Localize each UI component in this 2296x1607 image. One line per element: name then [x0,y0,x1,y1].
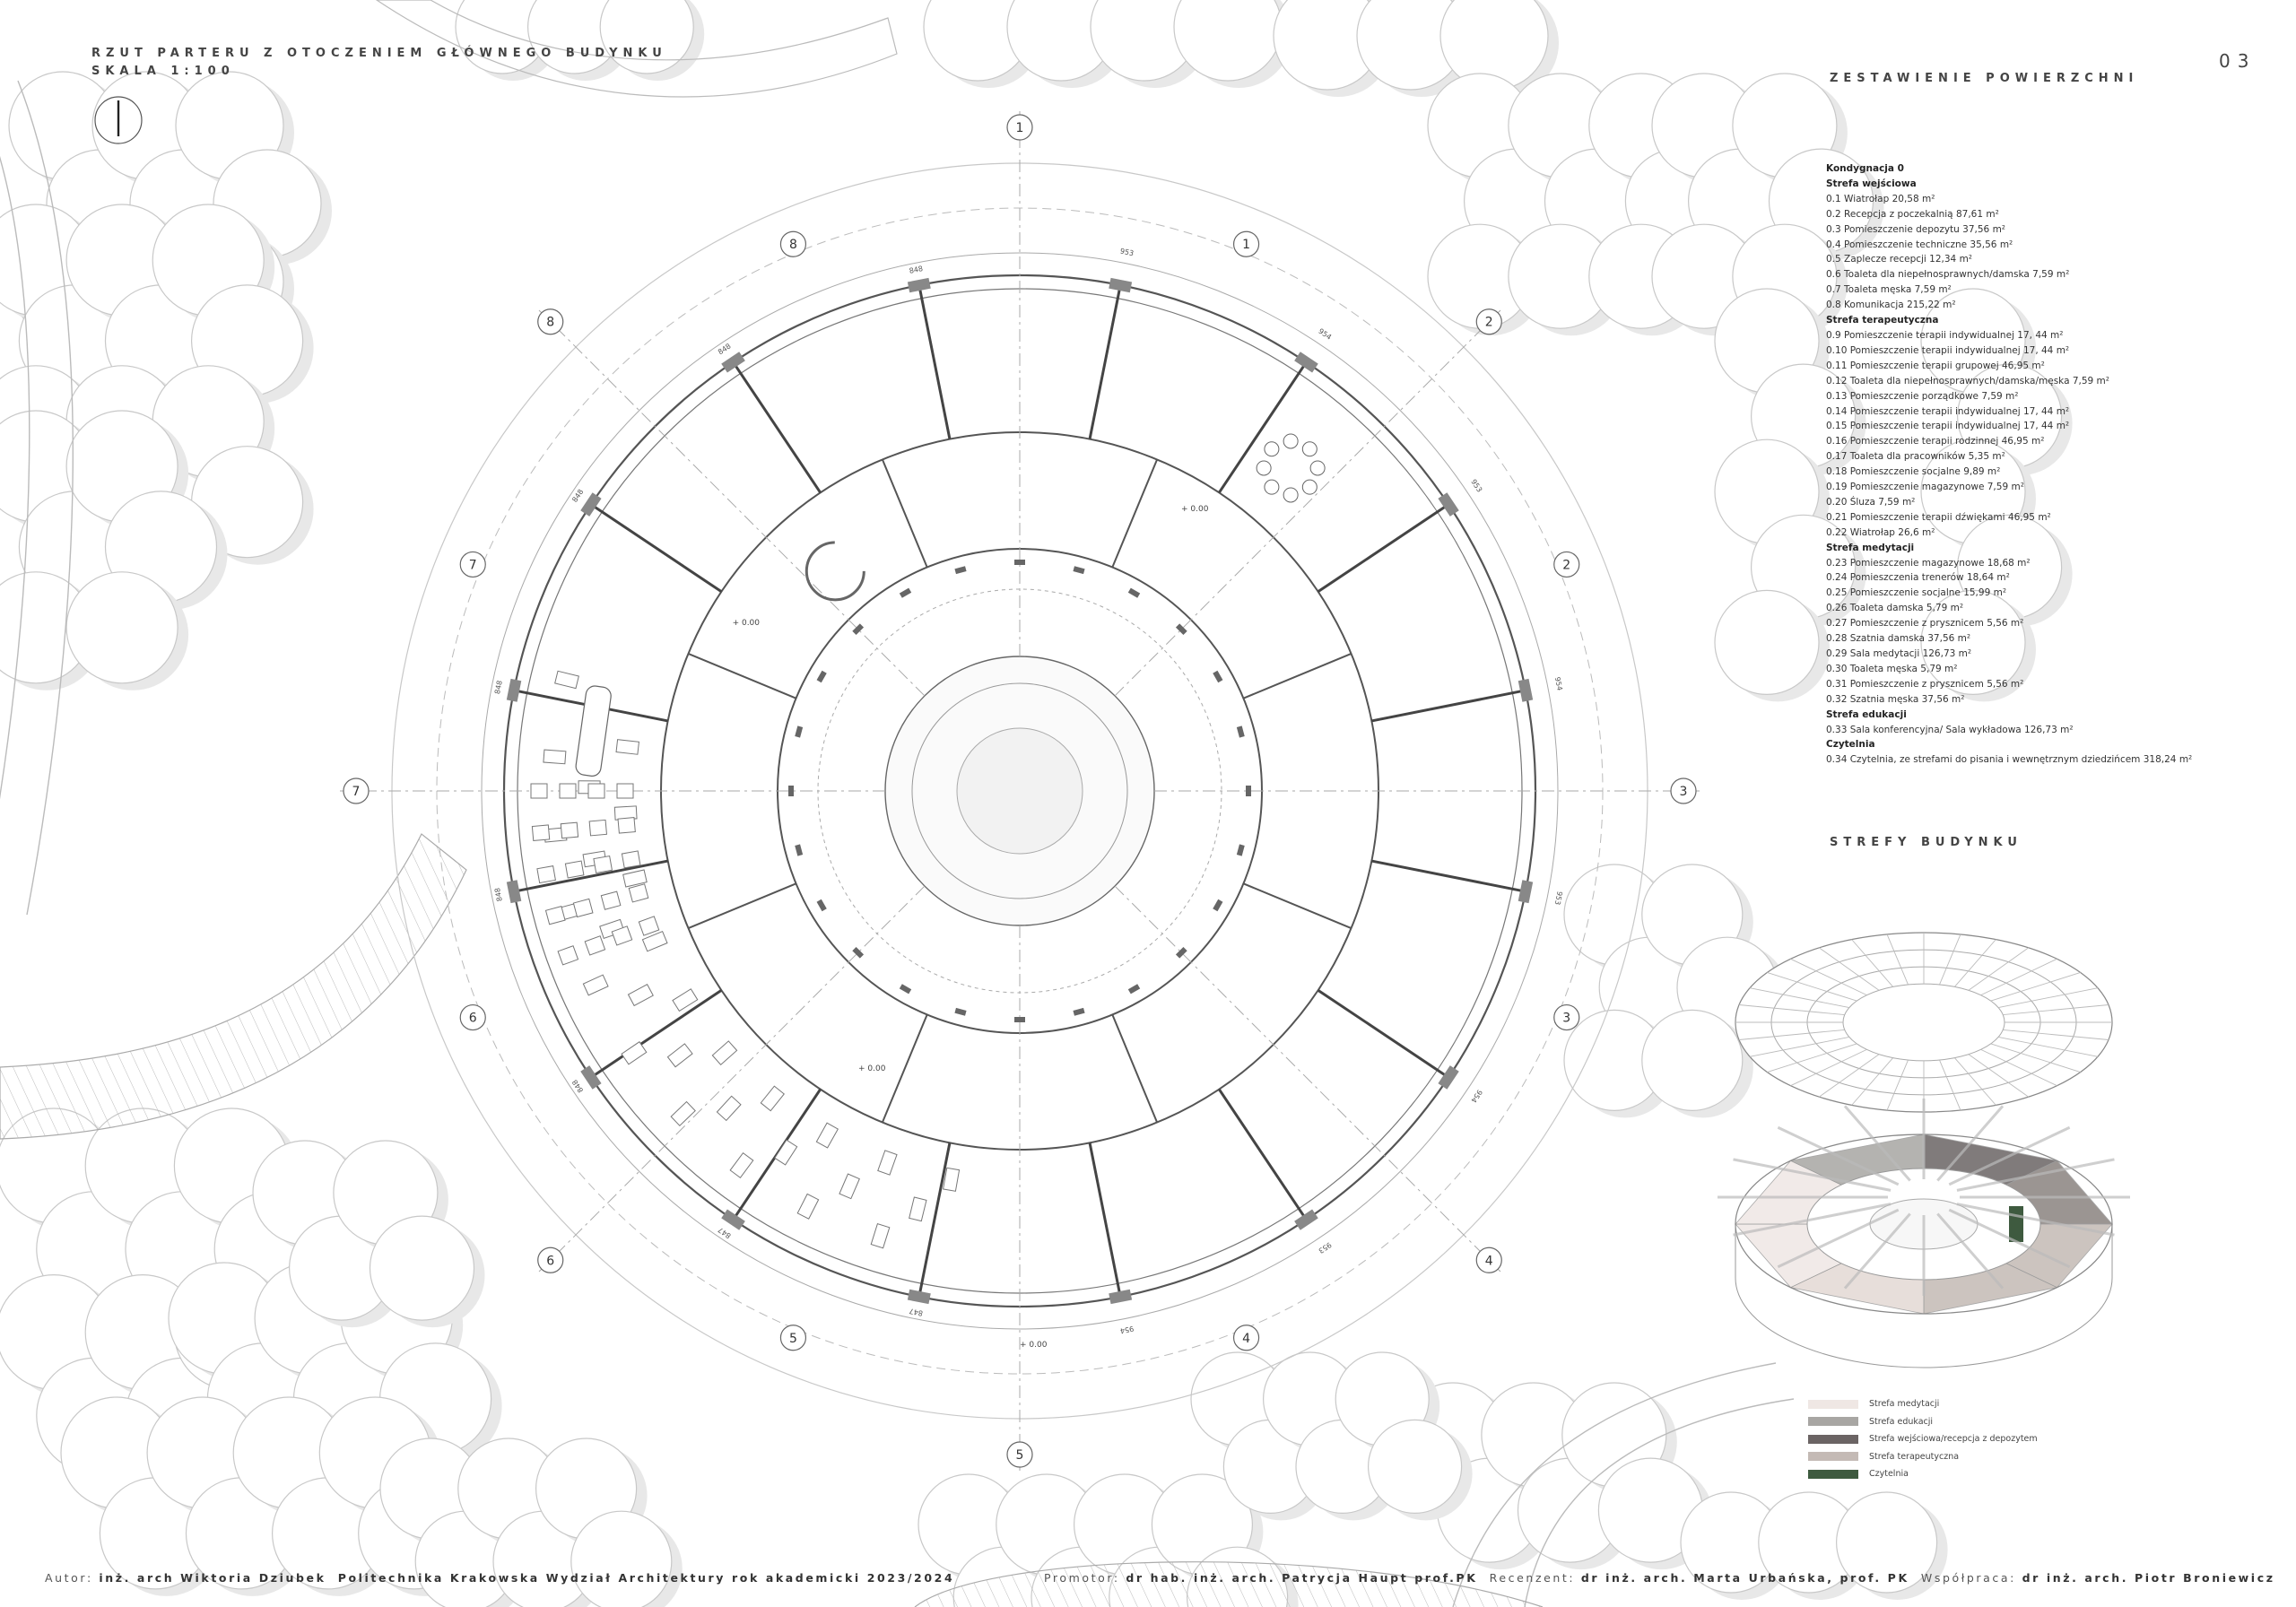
footer-credits [1044,1571,2275,1585]
group-chair [1283,488,1298,502]
axis-label: 3 [1562,1011,1571,1026]
area-item: 0.34 Czytelnia, ze strefami do pisania i wewnętrznym dziedzińcem 318,24 m² [1826,754,2193,766]
dimension-label: 848 [909,264,924,275]
dimension-label: 847 [909,1307,924,1318]
dimension-label: 953 [1552,890,1564,906]
lecture-chair [561,822,578,838]
tree [571,1511,672,1607]
dimension-label: 954 [1552,676,1564,691]
reading-room-pier [1014,560,1025,565]
tree [1642,1010,1743,1110]
axis-label: 1 [1242,238,1251,253]
reviewer-name: dr inż. arch. Marta Urbańska, prof. PK [1580,1571,1909,1585]
area-group-heading: Strefa edukacji [1826,708,1907,720]
area-item: 0.22 Wiatrołap 26,6 m² [1826,526,1935,538]
area-item: 0.29 Sala medytacji 126,73 m² [1826,648,1972,659]
axis-label: 3 [1679,785,1688,799]
area-item: 0.28 Szatnia damska 37,56 m² [1826,633,1971,645]
area-group-heading: Strefa medytacji [1826,542,1915,553]
author-label: Autor: [45,1571,93,1585]
promotor-label: Promotor: [1044,1571,1120,1585]
area-item: 0.4 Pomieszczenie techniczne 35,56 m² [1826,239,2013,250]
area-item: 0.5 Zaplecze recepcji 12,34 m² [1826,254,1973,265]
legend-item [1808,1430,2038,1448]
tree [370,1216,474,1320]
axis-label: 8 [788,238,797,253]
dimension-label: 953 [1469,477,1484,494]
dimension-label: 848 [570,487,586,504]
area-item: 0.14 Pomieszczenie terapii indywidualnej 17, 44 m² [1826,405,2070,417]
area-summary-list [1826,161,2274,768]
area-group-heading: Strefa wejściowa [1826,178,1917,189]
level-mark: + 0.00 [858,1064,886,1073]
group-chair [1265,442,1279,456]
area-item: 0.18 Pomieszczenie socjalne 9,89 m² [1826,466,2001,478]
lecture-chair [565,861,584,878]
dimension-label: 953 [1317,1240,1334,1255]
lecture-chair [617,784,633,798]
axis-label: 6 [468,1011,477,1026]
drawing-scale: SKALA 1:100 [91,65,235,78]
building-zones-axonometric [1718,933,2130,1368]
area-item: 0.19 Pomieszczenie magazynowe 7,59 m² [1826,482,2024,493]
courtyard-tree [957,728,1083,854]
axis-label: 1 [1015,121,1024,135]
axis-label: 8 [546,315,555,330]
dimension-label: 954 [1119,1324,1135,1335]
group-chair [1265,480,1279,494]
dimension-label: 953 [1119,247,1135,258]
area-item: 0.11 Pomieszczenie terapii grupowej 46,95 m² [1826,360,2045,371]
area-item: 0.24 Pomieszczenia trenerów 18,64 m² [1826,572,2010,584]
area-item: 0.33 Sala konferencyjna/ Sala wykładowa 126,73 m² [1826,724,2074,735]
dimension-label: 847 [716,1225,733,1240]
lecture-chair [532,825,549,841]
area-item: 0.31 Pomieszczenie z prysznicem 5,56 m² [1826,678,2024,690]
legend-label: Strefa medytacji [1869,1399,1940,1410]
legend-item [1808,1413,2038,1431]
axis-label: 5 [788,1331,797,1346]
reviewer-label: Recenzent: [1489,1571,1576,1585]
lecture-chair [560,784,576,798]
area-group-heading: Czytelnia [1826,739,1875,751]
axis-label: 2 [1484,315,1493,330]
area-item: 0.7 Toaleta męska 7,59 m² [1826,284,1952,296]
level-mark: + 0.00 [732,619,761,628]
area-group-heading: Kondygnacja 0 [1826,163,1904,174]
axis-label: 4 [1484,1254,1493,1269]
area-item: 0.1 Wiatrołap 20,58 m² [1826,193,1935,204]
area-summary-title: ZESTAWIENIE POWIERZCHNI [1830,72,2139,85]
area-item: 0.15 Pomieszczenie terapii indywidualnej 17, 44 m² [1826,421,2070,432]
legend-label: Strefa wejściowa/recepcja z depozytem [1869,1434,2038,1445]
legend-swatch [1808,1417,1858,1426]
reading-room-pier [1246,786,1251,796]
area-group-heading: Strefa terapeutyczna [1826,315,1939,326]
lecture-chair [589,820,606,836]
area-item: 0.8 Komunikacja 215,22 m² [1826,300,1956,311]
tree [1369,1420,1462,1513]
zones-legend [1808,1395,2038,1483]
legend-label: Czytelnia [1869,1469,1909,1480]
meditation-mat [544,750,566,764]
author-name: inż. arch Wiktoria Dziubek [99,1571,326,1585]
reading-room-pier [788,786,794,796]
page-number: 03 [2219,50,2257,72]
tree [66,572,178,683]
area-item: 0.32 Szatnia męska 37,56 m² [1826,693,1965,705]
group-chair [1257,461,1271,475]
dimension-label: 954 [1317,326,1334,342]
dimension-label: 848 [716,342,733,357]
legend-item [1808,1465,2038,1483]
meditation-mat [616,740,639,755]
area-item: 0.27 Pomieszczenie z prysznicem 5,56 m² [1826,618,2024,630]
school-name: Politechnika Krakowska Wydział Architektury rok akademicki 2023/2024 [337,1571,955,1585]
area-item: 0.12 Toaleta dla niepełnosprawnych/damska/męska 7,59 m² [1826,375,2109,387]
area-item: 0.2 Recepcja z poczekalnią 87,61 m² [1826,208,1999,220]
axis-label: 7 [352,785,361,799]
dimension-label: 848 [570,1078,586,1095]
legend-swatch [1808,1435,1858,1444]
cooperation-name: dr inż. arch. Piotr Broniewicz [2022,1571,2275,1585]
group-chair [1310,461,1325,475]
area-item: 0.23 Pomieszczenie magazynowe 18,68 m² [1826,557,2031,569]
lecture-chair [537,866,556,883]
level-mark: + 0.00 [1181,505,1209,515]
area-item: 0.6 Toaleta dla niepełnosprawnych/damska 7,59 m² [1826,269,2070,281]
area-item: 0.17 Toaleta dla pracowników 5,35 m² [1826,451,2005,463]
axis-label: 5 [1015,1448,1024,1463]
legend-item [1808,1448,2038,1466]
reading-room-pier [1014,1017,1025,1022]
group-chair [1302,480,1317,494]
axis-label: 4 [1242,1331,1251,1346]
dimension-label: 848 [492,887,504,902]
area-item: 0.16 Pomieszczenie terapii rodzinnej 46,95 m² [1826,436,2045,447]
cooperation-label: Współpraca: [1920,1571,2016,1585]
area-item: 0.20 Śluza 7,59 m² [1826,496,1916,508]
area-item: 0.9 Pomieszczenie terapii indywidualnej 17, 44 m² [1826,329,2064,341]
legend-swatch [1808,1470,1858,1479]
legend-label: Strefa edukacji [1869,1416,1934,1427]
area-item: 0.3 Pomieszczenie depozytu 37,56 m² [1826,223,2006,235]
lecture-chair [531,784,547,798]
axis-label: 2 [1562,558,1571,573]
axis-label: 7 [468,558,477,573]
lecture-chair [622,851,640,868]
reading-room-accent [2009,1206,2023,1242]
drawing-title: RZUT PARTERU Z OTOCZENIEM GŁÓWNEGO BUDYNKU [91,47,667,60]
tree [1715,590,1819,694]
level-mark: + 0.00 [1020,1341,1048,1350]
lecture-chair [588,784,604,798]
area-item: 0.21 Pomieszczenie terapii dźwiękami 46,95 m² [1826,511,2051,523]
zones-title: STREFY BUDYNKU [1830,836,2022,849]
dimension-label: 848 [492,680,504,695]
group-chair [1283,434,1298,448]
area-item: 0.25 Pomieszczenie socjalne 15,99 m² [1826,587,2007,599]
footer-author [45,1571,954,1585]
lecture-chair [594,856,613,873]
axis-label: 6 [546,1254,555,1269]
legend-swatch [1808,1452,1858,1461]
promotor-name: dr hab. inż. arch. Patrycja Haupt prof.PK [1126,1571,1478,1585]
legend-swatch [1808,1400,1858,1409]
area-item: 0.10 Pomieszczenie terapii indywidualnej 17, 44 m² [1826,344,2070,356]
dimension-label: 954 [1469,1088,1484,1105]
group-chair [1302,442,1317,456]
area-item: 0.26 Toaleta damska 5,79 m² [1826,603,1964,614]
legend-label: Strefa terapeutyczna [1869,1451,1960,1462]
lecture-chair [618,818,635,834]
legend-item [1808,1395,2038,1413]
area-item: 0.30 Toaleta męska 5,79 m² [1826,663,1958,674]
area-item: 0.13 Pomieszczenie porządkowe 7,59 m² [1826,390,2019,402]
